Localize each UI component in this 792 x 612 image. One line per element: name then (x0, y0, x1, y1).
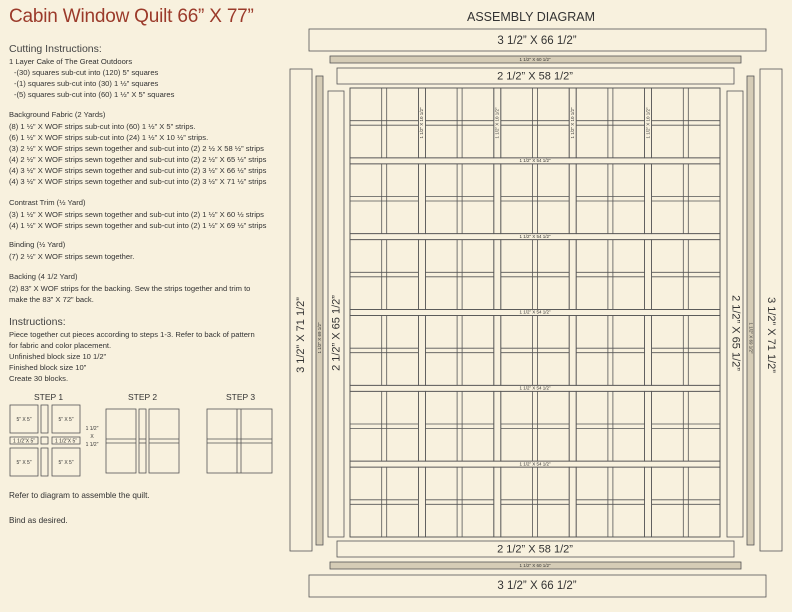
cutting-line: -(1) squares sub-cut into (30) 1 ½” squares (14, 79, 159, 88)
assembly-diagram-title: ASSEMBLY DIAGRAM (467, 10, 596, 24)
instructions-line: Create 30 blocks. (9, 374, 69, 383)
step1-label-strip: 1 1/2”X 5” (13, 438, 35, 445)
background-heading: Background Fabric (2 Yards) (9, 110, 106, 119)
instructions-heading: Instructions: (9, 316, 66, 328)
background-line: (4) 3 ½” X WOF strips sewn together and sub-cut into (2) 3 ½” X 71 ½” strips (9, 177, 267, 186)
backing-line: (2) 83” X WOF strips for the backing. Sew the strips together and trim to (9, 284, 251, 293)
quilt-title: Cabin Window Quilt 66” X 77” (9, 6, 254, 27)
inner-border-right-label: 2 1/2” X 65 1/2” (729, 295, 742, 371)
trim-border-left (316, 76, 323, 545)
background-line: (3) 2 ½” X WOF strips sewn together and sub-cut into (2) 2 ½ X 58 ½” strips (9, 144, 264, 153)
instructions-line: for fabric and color placement. (9, 341, 112, 350)
step1-label-strip: 1 1/2”X 5” (55, 438, 77, 445)
background-line: (6) 1 ½” X WOF strips sub-cut into (24) 1 ½” X 10 ½” strips. (9, 133, 209, 142)
vertical-sashing-label: 1 1/2” X 10 1/2” (494, 107, 500, 139)
contrast-line: (3) 1 ½” X WOF strips sewn together and sub-cut into (2) 1 ½” X 60 ½ strips (9, 210, 264, 219)
step1-label-square: 5” X 5” (16, 460, 32, 466)
backing-line: make the 83” X 72” back. (9, 295, 94, 304)
horizontal-sashing-label: 1 1/2” X 54 1/2” (519, 158, 551, 164)
binding-line: (7) 2 ½” X WOF strips sewn together. (9, 252, 135, 261)
step1-label-square: 5” X 5” (16, 417, 32, 423)
step3-label: STEP 3 (226, 392, 256, 402)
step1-label: STEP 1 (34, 392, 64, 402)
step1-label-square: 5” X 5” (58, 417, 74, 423)
cutting-line: 1 Layer Cake of The Great Outdoors (9, 57, 133, 66)
background-line: (4) 3 ½” X WOF strips sewn together and sub-cut into (2) 3 ½” X 66 ½” strips (9, 166, 267, 175)
bind-text: Bind as desired. (9, 516, 68, 525)
contrast-heading: Contrast Trim (½ Yard) (9, 198, 86, 207)
step1-center-label-bot: 1 1/2” (85, 442, 99, 448)
vertical-sashing-label: 1 1/2” X 10 1/2” (569, 107, 575, 139)
trim-border-right (747, 76, 754, 545)
horizontal-sashing-label: 1 1/2” X 54 1/2” (519, 461, 551, 467)
horizontal-sashing-label: 1 1/2” X 54 1/2” (519, 233, 551, 239)
outer-border-top-label: 3 1/2” X 66 1/2” (497, 35, 577, 48)
outer-border-bottom-label: 3 1/2” X 66 1/2” (497, 580, 577, 593)
step1-label-square: 5” X 5” (58, 460, 74, 466)
instructions-line: Unfinished block size 10 1/2” (9, 352, 107, 361)
outer-border-right-label: 3 1/2” X 71 1/2” (765, 297, 778, 373)
trim-border-right-label: 1 1/2” X 69 1/2” (748, 322, 754, 354)
vertical-sashing-label: 1 1/2” X 10 1/2” (419, 107, 425, 139)
step2-label: STEP 2 (128, 392, 158, 402)
instructions-line: Finished block size 10” (9, 363, 87, 372)
refer-text: Refer to diagram to assemble the quilt. (9, 491, 150, 500)
trim-border-left-label: 1 1/2” X 69 1/2” (316, 322, 322, 354)
contrast-line: (4) 1 ½” X WOF strips sewn together and sub-cut into (2) 1 ½” X 69 ½” strips (9, 221, 267, 230)
binding-heading: Binding (½ Yard) (9, 240, 66, 249)
outer-border-left-label: 3 1/2” X 71 1/2” (294, 297, 307, 373)
trim-border-top-label: 1 1/2” X 60 1/2” (519, 56, 551, 62)
horizontal-sashing-label: 1 1/2” X 54 1/2” (519, 309, 551, 315)
inner-border-top-label: 2 1/2” X 58 1/2” (497, 70, 573, 83)
step1-center-label-top: 1 1/2” (85, 426, 99, 432)
inner-border-bottom-label: 2 1/2” X 58 1/2” (497, 543, 573, 556)
trim-border-bottom-label: 1 1/2” X 60 1/2” (519, 562, 551, 568)
step1-center-label-mid: X (90, 434, 94, 440)
vertical-sashing-label: 1 1/2” X 10 1/2” (645, 107, 651, 139)
cutting-line: -(30) squares sub-cut into (120) 5” squares (14, 68, 159, 77)
cutting-line: -(5) squares sub-cut into (60) 1 ½” X 5” squares (14, 90, 175, 99)
cutting-heading: Cutting Instructions: (9, 43, 102, 55)
instructions-line: Piece together cut pieces according to steps 1-3. Refer to back of pattern (9, 330, 255, 339)
horizontal-sashing-label: 1 1/2” X 54 1/2” (519, 385, 551, 391)
inner-border-left-label: 2 1/2” X 65 1/2” (330, 295, 343, 371)
background-line: (8) 1 ½” X WOF strips sub-cut into (60) 1 ½” X 5” strips. (9, 122, 196, 131)
backing-heading: Backing (4 1/2 Yard) (9, 272, 78, 281)
background-line: (4) 2 ½” X WOF strips sewn together and sub-cut into (2) 2 ½” X 65 ½” strips (9, 155, 267, 164)
